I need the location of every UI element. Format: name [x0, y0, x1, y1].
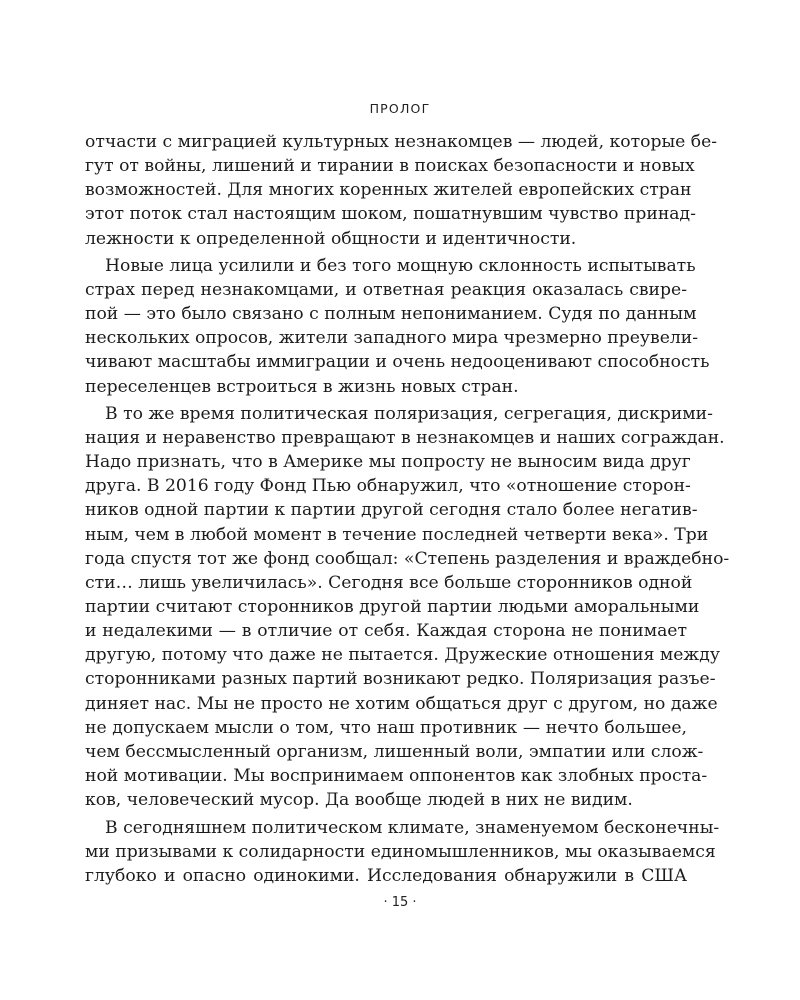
text-line: ным, чем в любой момент в течение последней четверти века». Три	[85, 524, 709, 545]
text-line: страх перед незнакомцами, и ответная реакция оказалась свире-	[85, 280, 687, 301]
text-line: В сегодняшнем политическом климате, знаменуемом бесконечны-	[105, 817, 720, 838]
paragraph-2	[85, 254, 710, 399]
text-line: отчасти с миграцией культурных незнакомцев — людей, которые бе-	[85, 132, 718, 152]
text-line: глубоко и опасно одинокими. Исследования обнаружили в США	[85, 865, 687, 886]
text-line: сти… лишь увеличилась». Сегодня все больше сторонников одной	[85, 572, 693, 593]
text-line: не допускаем мысли о том, что наш противник — нечто большее,	[85, 717, 687, 738]
text-line: чивают масштабы иммиграции и очень недооценивают способность	[85, 352, 710, 373]
text-line: года спустя тот же фонд сообщал: «Степень разделения и враждебно-	[85, 548, 730, 569]
text-line: ков, человеческий мусор. Да вообще людей в них не видим.	[85, 790, 633, 811]
text-line: возможностей. Для многих коренных жителей европейских стран	[85, 180, 692, 201]
text-line: другую, потому что даже не пытается. Дружеские отношения между	[85, 645, 720, 666]
page-number: · 15 ·	[383, 895, 417, 910]
text-line: партии считают сторонников другой партии людьми аморальными	[85, 597, 700, 618]
text-line: нация и неравенство превращают в незнакомцев и наших сограждан.	[85, 428, 725, 449]
text-line: пой — это было связано с полным непониманием. Судя по данным	[85, 304, 697, 325]
body-text	[85, 130, 730, 888]
text-line: ной мотивации. Мы воспринимаем оппонентов как злобных проста-	[85, 766, 708, 787]
paragraph-4	[85, 816, 720, 888]
text-line: и недалекими — в отличие от себя. Каждая сторона не понимает	[85, 621, 687, 642]
running-head: ПРОЛОГ	[369, 101, 431, 116]
text-line: ми призывами к солидарности единомышленников, мы оказываемся	[85, 841, 716, 862]
text-line: гут от войны, лишений и тирании в поисках безопасности и новых	[85, 156, 695, 177]
paragraph-1	[85, 130, 718, 251]
text-line: диняет нас. Мы не просто не хотим общаться друг с другом, но даже	[85, 693, 718, 714]
text-line: этот поток стал настоящим шоком, пошатнувшим чувство принад-	[85, 204, 696, 225]
text-line: чем бессмысленный организм, лишенный воли, эмпатии или слож-	[85, 741, 704, 762]
paragraph-3	[85, 402, 730, 812]
text-line: нескольких опросов, жители западного мира чрезмерно преувели-	[85, 328, 699, 349]
text-line: В то же время политическая поляризация, сегрегация, дискрими-	[105, 403, 713, 424]
text-line: ников одной партии к партии другой сегодня стало более негатив-	[85, 500, 698, 521]
text-line: сторонниками разных партий возникают редко. Поляризация разъе-	[85, 669, 716, 690]
text-line: лежности к определенной общности и идентичности.	[85, 228, 577, 249]
text-line: Новые лица усилили и без того мощную склонность испытывать	[105, 255, 696, 276]
text-line: друга. В 2016 году Фонд Пью обнаружил, что «отношение сторон-	[85, 476, 691, 497]
text-line: переселенцев встроиться в жизнь новых стран.	[85, 376, 519, 397]
text-line: Надо признать, что в Америке мы попросту не выносим вида друг	[85, 452, 691, 473]
